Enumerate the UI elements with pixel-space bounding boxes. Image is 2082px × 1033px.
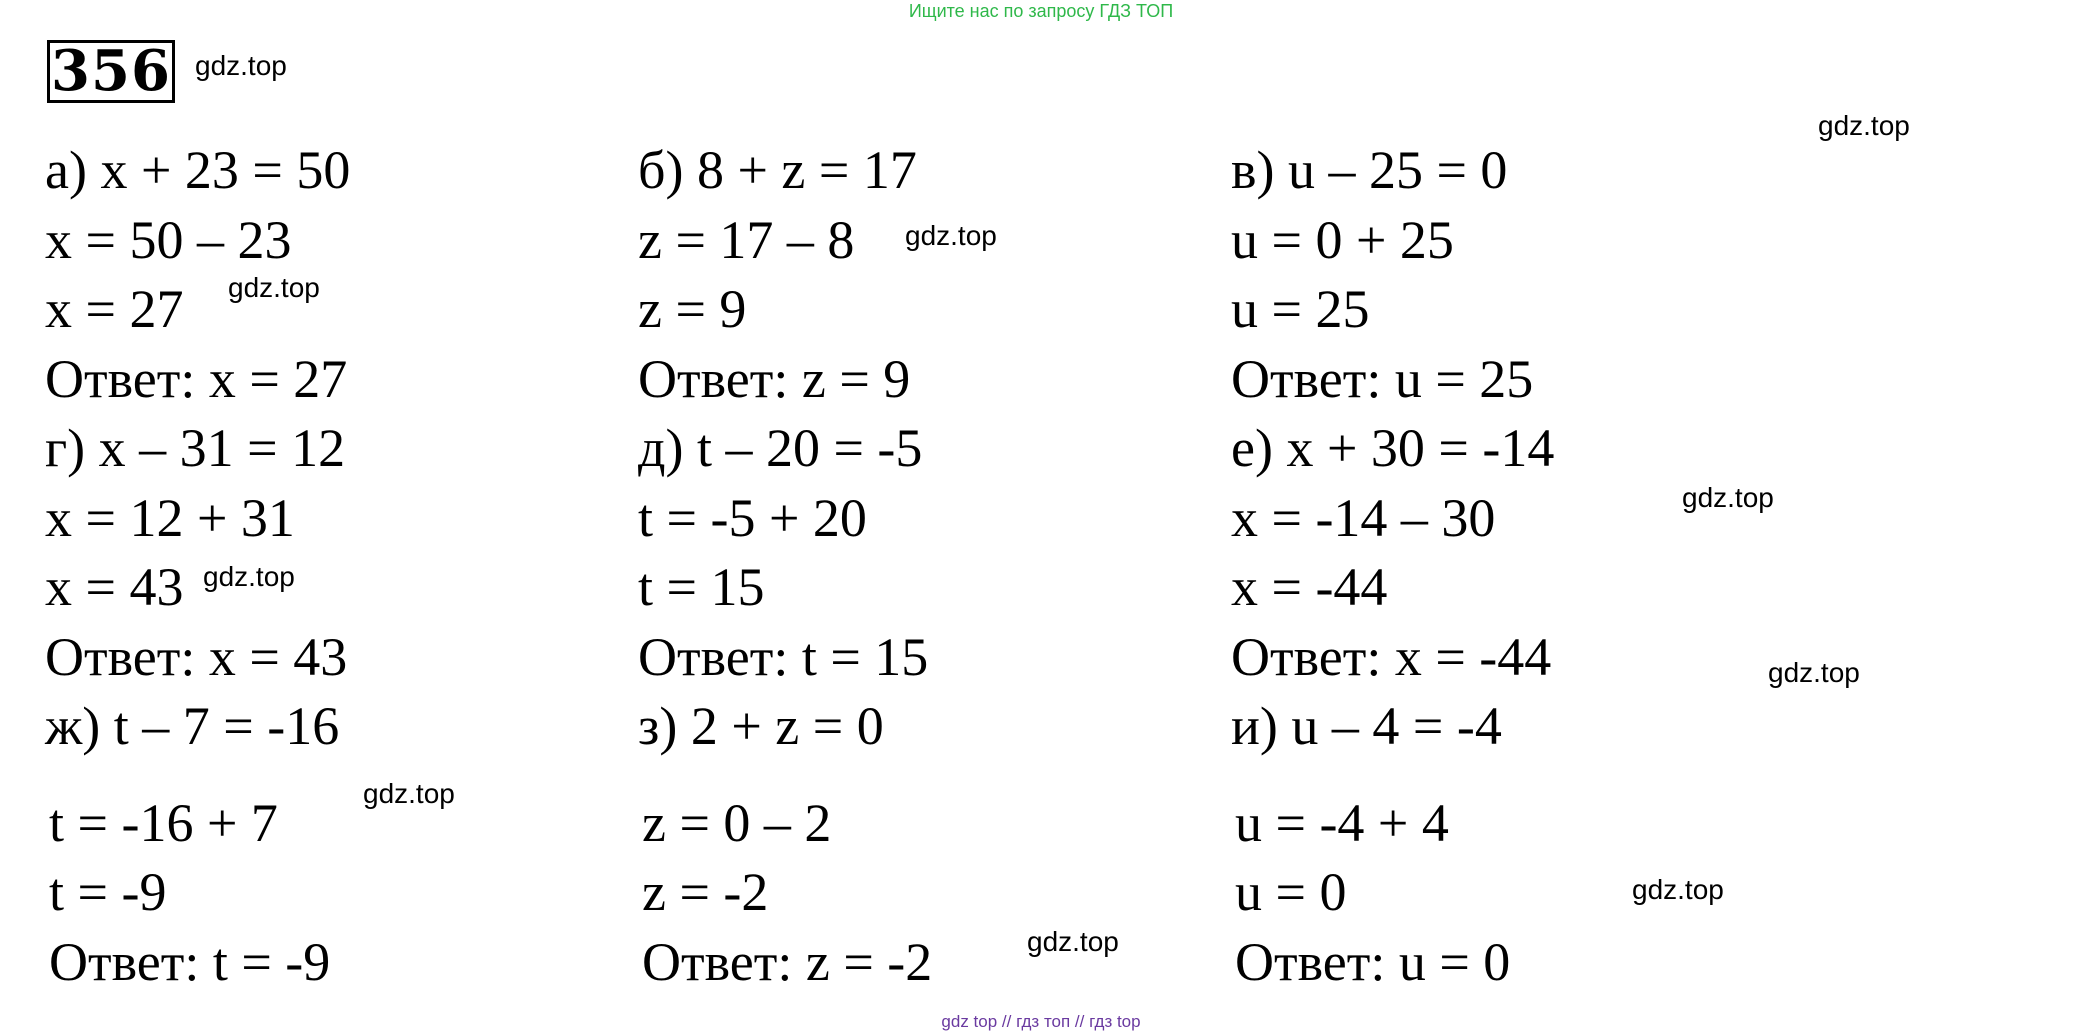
watermark: gdz.top <box>1818 110 1910 141</box>
equation-line: x = 27 <box>45 279 184 339</box>
top-banner: Ищите нас по запросу ГДЗ ТОП <box>908 1 1174 21</box>
watermark: gdz.top <box>1768 657 1860 688</box>
watermark: gdz.top <box>1632 874 1724 905</box>
equation-line: Ответ: z = -2 <box>642 932 933 992</box>
equation-line: г) x – 31 = 12 <box>45 418 346 478</box>
equation-line: t = -16 + 7 <box>49 793 278 853</box>
equation-line: в) u – 25 = 0 <box>1231 140 1508 200</box>
equation-line: x = -44 <box>1231 557 1388 617</box>
equation-line: Ответ: t = -9 <box>49 932 331 992</box>
footer-watermark: gdz top // гдз топ // гдз top <box>941 1012 1141 1031</box>
equation-line: Ответ: u = 0 <box>1235 932 1511 992</box>
problem-number: 356 <box>47 40 175 103</box>
equation-line: д) t – 20 = -5 <box>638 418 923 478</box>
equation-line: и) u – 4 = -4 <box>1231 696 1502 756</box>
equation-line: x = -14 – 30 <box>1231 488 1496 548</box>
equation-line: z = -2 <box>642 862 769 922</box>
watermark: gdz.top <box>195 50 287 81</box>
equation-line: з) 2 + z = 0 <box>638 696 884 756</box>
equation-line: t = -9 <box>49 862 167 922</box>
equation-line: z = 17 – 8 <box>638 210 855 270</box>
equation-line: x = 50 – 23 <box>45 210 292 270</box>
equation-line: t = 15 <box>638 557 765 617</box>
equation-line: z = 9 <box>638 279 747 339</box>
equation-line: z = 0 – 2 <box>642 793 832 853</box>
equation-line: ж) t – 7 = -16 <box>45 696 340 756</box>
equation-line: u = -4 + 4 <box>1235 793 1449 853</box>
equation-line: u = 0 <box>1235 862 1347 922</box>
equation-line: t = -5 + 20 <box>638 488 867 548</box>
equation-line: Ответ: x = -44 <box>1231 627 1552 687</box>
watermark: gdz.top <box>1682 482 1774 513</box>
equation-line: б) 8 + z = 17 <box>638 140 917 200</box>
equation-line: Ответ: u = 25 <box>1231 349 1534 409</box>
watermark: gdz.top <box>1027 926 1119 957</box>
solution-column-3 <box>1231 0 1791 1033</box>
equation-line: Ответ: t = 15 <box>638 627 929 687</box>
equation-line: Ответ: x = 43 <box>45 627 348 687</box>
equation-line: u = 25 <box>1231 279 1370 339</box>
equation-line: x = 43 <box>45 557 184 617</box>
solution-column-1 <box>45 0 605 1033</box>
equation-line: x = 12 + 31 <box>45 488 295 548</box>
solution-column-2 <box>638 0 1198 1033</box>
equation-line: а) x + 23 = 50 <box>45 140 351 200</box>
equation-line: Ответ: x = 27 <box>45 349 348 409</box>
watermark: gdz.top <box>203 561 295 592</box>
equation-line: Ответ: z = 9 <box>638 349 911 409</box>
watermark: gdz.top <box>228 272 320 303</box>
equation-line: е) x + 30 = -14 <box>1231 418 1555 478</box>
equation-line: u = 0 + 25 <box>1231 210 1454 270</box>
watermark: gdz.top <box>905 220 997 251</box>
watermark: gdz.top <box>363 778 455 809</box>
